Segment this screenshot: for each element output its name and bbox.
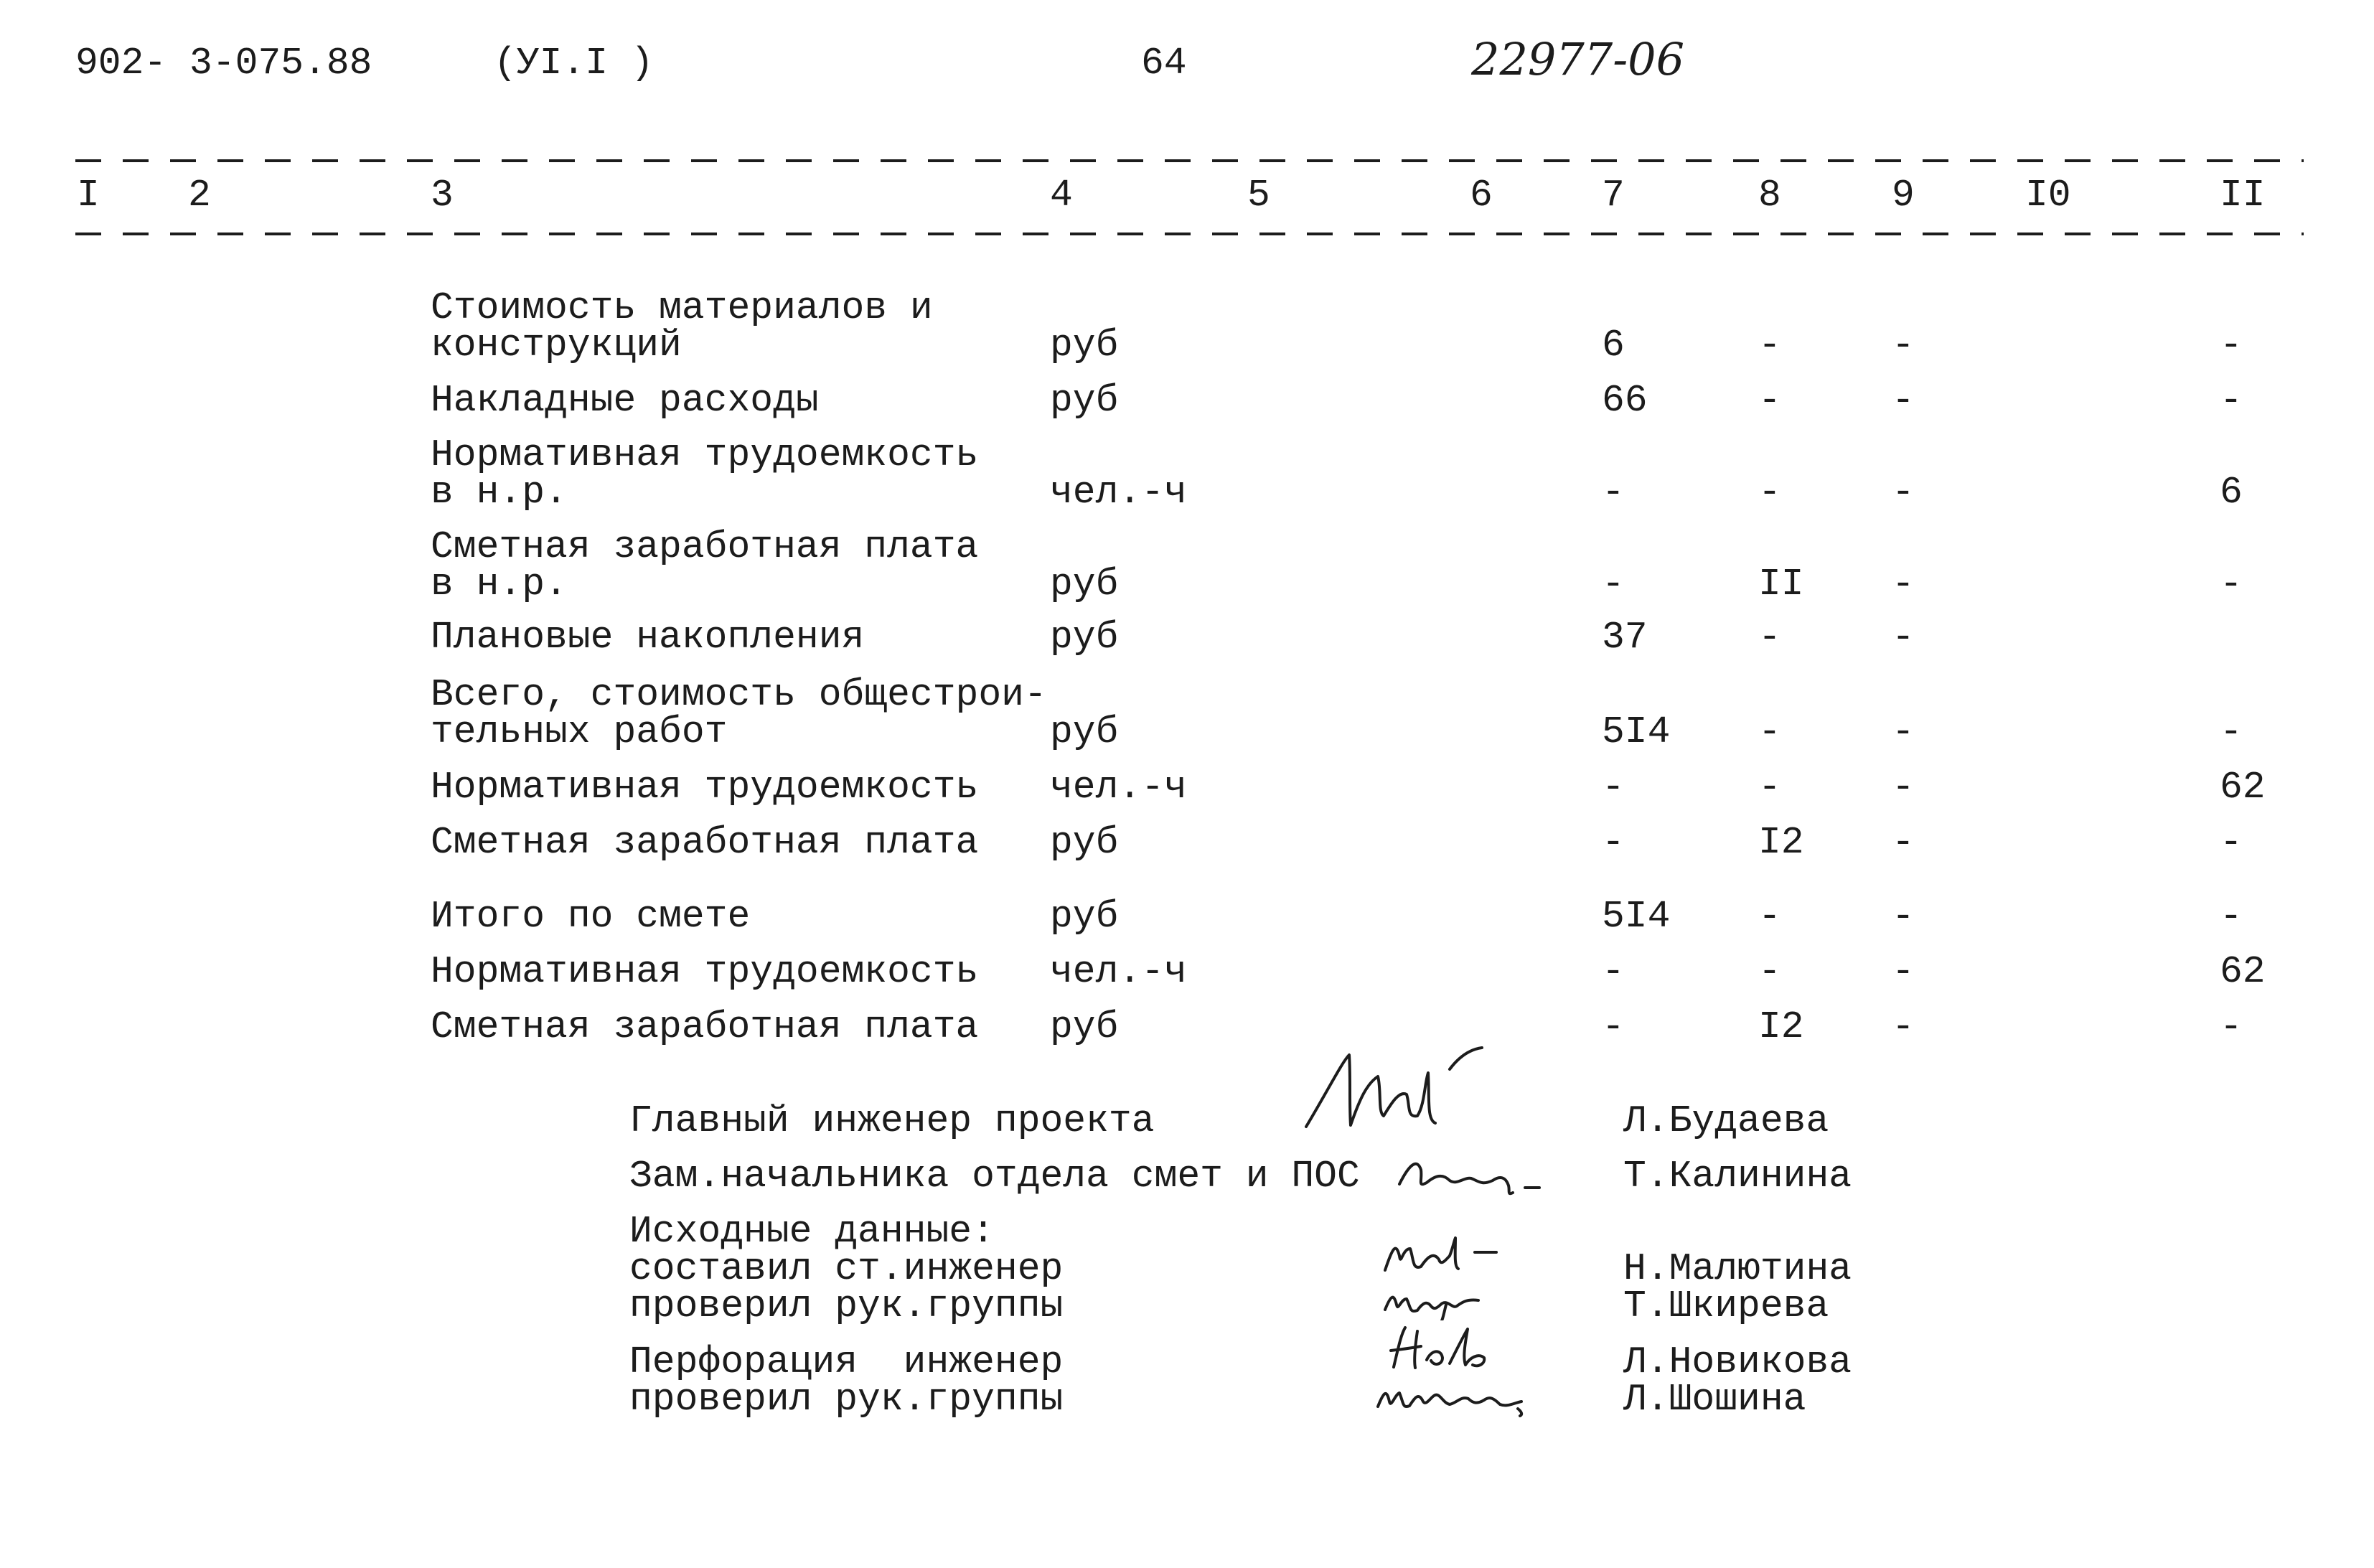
row-3-col8-cell: - <box>1758 471 1781 514</box>
signature-compiled-by <box>1378 1227 1521 1277</box>
row-5-col8-cell: - <box>1758 616 1781 659</box>
row-10-col9-cell: - <box>1892 950 1915 993</box>
row-7-col7-cell: - <box>1602 766 1625 809</box>
deputy-head-name: Т.Калинина <box>1623 1155 1852 1198</box>
row-11-col8-cell: I2 <box>1758 1005 1804 1048</box>
section-number: (УI.I ) <box>494 42 654 85</box>
row-4-name-line-2: в н.р. <box>431 563 568 606</box>
column-header-top-rule <box>75 159 2304 162</box>
row-6-col11-cell: - <box>2220 710 2243 754</box>
row-1-unit-cell: руб <box>1050 324 1119 367</box>
checked-by-title-2: проверил рук.группы <box>629 1378 1064 1421</box>
chief-engineer-name: Л.Будаева <box>1623 1099 1829 1142</box>
row-10-col7-cell: - <box>1602 950 1625 993</box>
signature-deputy-head <box>1392 1148 1550 1206</box>
row-4-name-line-1: Сметная заработная плата <box>431 525 979 568</box>
row-6-name-line-2: тельных работ <box>431 710 728 754</box>
row-11-name-line-1: Сметная заработная плата <box>431 1005 979 1048</box>
row-6-col7-cell: 5I4 <box>1602 710 1671 754</box>
signature-perforation <box>1385 1320 1507 1374</box>
row-9-name-line-1: Итого по смете <box>431 895 751 938</box>
row-10-col8-cell: - <box>1758 950 1781 993</box>
row-4-col11-cell: - <box>2220 563 2243 606</box>
row-8-unit-cell: руб <box>1050 821 1119 864</box>
row-8-col9-cell: - <box>1892 821 1915 864</box>
checked-by-title-1: проверил рук.группы <box>629 1285 1064 1328</box>
column-number-6: 6 <box>1470 174 1493 217</box>
row-1-col8-cell: - <box>1758 324 1781 367</box>
row-11-col7-cell: - <box>1602 1005 1625 1048</box>
row-8-col7-cell: - <box>1602 821 1625 864</box>
column-number-9: 9 <box>1892 174 1915 217</box>
row-6-col8-cell: - <box>1758 710 1781 754</box>
row-11-col11-cell: - <box>2220 1005 2243 1048</box>
column-number-7: 7 <box>1602 174 1625 217</box>
row-1-col9-cell: - <box>1892 324 1915 367</box>
column-number-11: II <box>2220 174 2266 217</box>
row-10-name-line-1: Нормативная трудоемкость <box>431 950 979 993</box>
row-10-unit-cell: чел.-ч <box>1050 950 1187 993</box>
row-8-col11-cell: - <box>2220 821 2243 864</box>
page-number: 64 <box>1141 42 1187 85</box>
column-number-4: 4 <box>1050 174 1073 217</box>
row-6-name-line-1: Всего, стоимость общестрои- <box>431 673 1047 716</box>
column-number-2: 2 <box>188 174 211 217</box>
row-6-col9-cell: - <box>1892 710 1915 754</box>
row-7-unit-cell: чел.-ч <box>1050 766 1187 809</box>
row-7-name-line-1: Нормативная трудоемкость <box>431 766 979 809</box>
row-8-name-line-1: Сметная заработная плата <box>431 821 979 864</box>
row-2-col11-cell: - <box>2220 379 2243 422</box>
row-4-col7-cell: - <box>1602 563 1625 606</box>
row-5-col7-cell: 37 <box>1602 616 1648 659</box>
deputy-head-title: Зам.начальника отдела смет и ПОС <box>629 1155 1360 1198</box>
row-11-col9-cell: - <box>1892 1005 1915 1048</box>
checked-by-name-2: Л.Шошина <box>1623 1378 1806 1421</box>
row-9-col11-cell: - <box>2220 895 2243 938</box>
row-5-unit-cell: руб <box>1050 616 1119 659</box>
row-4-unit-cell: руб <box>1050 563 1119 606</box>
column-number-3: 3 <box>431 174 454 217</box>
column-number-10: I0 <box>2025 174 2071 217</box>
row-3-name-line-2: в н.р. <box>431 471 568 514</box>
checked-by-name-1: Т.Шкирева <box>1623 1285 1829 1328</box>
compiled-by-name: Н.Малютина <box>1623 1247 1852 1290</box>
handwritten-document-number: 22977-06 <box>1471 33 1685 85</box>
row-11-unit-cell: руб <box>1050 1005 1119 1048</box>
row-8-col8-cell: I2 <box>1758 821 1804 864</box>
column-number-5: 5 <box>1247 174 1270 217</box>
source-data-heading: Исходные данные: <box>629 1210 995 1253</box>
column-header-bottom-rule <box>75 233 2304 235</box>
row-3-col11-cell: 6 <box>2220 471 2243 514</box>
row-3-name-line-1: Нормативная трудоемкость <box>431 433 979 476</box>
row-1-col11-cell: - <box>2220 324 2243 367</box>
row-10-col11-cell: 62 <box>2220 950 2266 993</box>
row-2-col9-cell: - <box>1892 379 1915 422</box>
row-9-unit-cell: руб <box>1050 895 1119 938</box>
row-1-name-line-2: конструкций <box>431 324 682 367</box>
column-number-1: I <box>77 174 100 217</box>
row-6-unit-cell: руб <box>1050 710 1119 754</box>
row-9-col8-cell: - <box>1758 895 1781 938</box>
row-7-col8-cell: - <box>1758 766 1781 809</box>
row-5-name-line-1: Плановые накопления <box>431 616 865 659</box>
compiled-by-title: составил ст.инженер <box>629 1247 1064 1290</box>
row-2-unit-cell: руб <box>1050 379 1119 422</box>
row-2-col8-cell: - <box>1758 379 1781 422</box>
document-code: 902- 3-075.88 <box>75 42 372 85</box>
row-3-col9-cell: - <box>1892 471 1915 514</box>
perforation-title: Перфорация инженер <box>629 1341 1064 1384</box>
row-4-col8-cell: II <box>1758 563 1804 606</box>
chief-engineer-title: Главный инженер проекта <box>629 1099 1155 1142</box>
perforation-name: Л.Новикова <box>1623 1341 1852 1384</box>
row-1-col7-cell: 6 <box>1602 324 1625 367</box>
row-2-col7-cell: 66 <box>1602 379 1648 422</box>
row-2-name-line-1: Накладные расходы <box>431 379 819 422</box>
row-1-name-line-1: Стоимость материалов и <box>431 286 933 329</box>
column-number-8: 8 <box>1758 174 1781 217</box>
row-4-col9-cell: - <box>1892 563 1915 606</box>
row-7-col11-cell: 62 <box>2220 766 2266 809</box>
signature-checked-by-1 <box>1378 1277 1521 1320</box>
row-9-col9-cell: - <box>1892 895 1915 938</box>
row-5-col9-cell: - <box>1892 616 1915 659</box>
row-3-unit-cell: чел.-ч <box>1050 471 1187 514</box>
row-9-col7-cell: 5I4 <box>1602 895 1671 938</box>
signature-chief-engineer <box>1299 1033 1514 1148</box>
row-3-col7-cell: - <box>1602 471 1625 514</box>
row-7-col9-cell: - <box>1892 766 1915 809</box>
signature-checked-by-2 <box>1371 1367 1557 1417</box>
